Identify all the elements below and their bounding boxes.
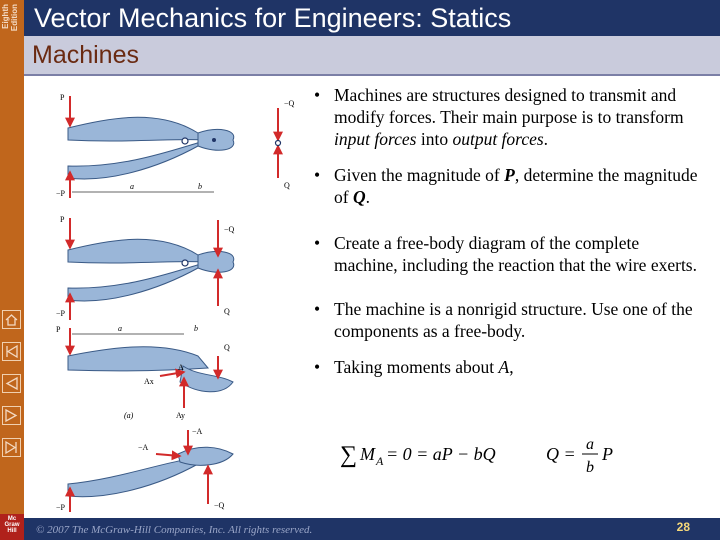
label-A-3: A — [178, 363, 184, 372]
eq-Q: Q = — [546, 444, 576, 464]
eq-den: b — [586, 459, 594, 476]
label-b-3: b — [194, 324, 198, 333]
label-Q-3: Q — [224, 343, 230, 352]
bullet-4-text: The machine is a nonrigid structure. Use one of the components as a free-body. — [334, 299, 693, 341]
eq-P: P — [602, 444, 613, 464]
figure-caption: (a) — [124, 411, 134, 420]
eq-sub-A: A — [376, 454, 384, 468]
label-negA-4: −A — [138, 443, 149, 452]
eq-left: = 0 = aP − bQ — [386, 444, 496, 464]
bullet-1-text-a: Machines are structures designed to transmit and modify forces. Their main purpose is to transform — [334, 85, 684, 127]
label-negQ-4: −Q — [214, 501, 225, 510]
label-Q-1: Q — [284, 181, 290, 190]
pliers-diagram-1 — [56, 93, 295, 198]
section-title: Machines — [32, 41, 139, 69]
bullet-list — [312, 84, 702, 378]
bullet-2-text-b: , determine the magnitude of — [334, 165, 698, 207]
pliers-figure — [48, 88, 298, 513]
label-b-1: b — [198, 182, 202, 191]
page-title: Vector Mechanics for Engineers: Statics — [34, 3, 512, 33]
label-negP-4: −P — [56, 503, 65, 512]
home-icon — [4, 312, 19, 327]
next-slide-button[interactable] — [2, 406, 21, 425]
page-number: 28 — [676, 520, 690, 534]
section-bar — [24, 36, 720, 76]
home-button[interactable] — [2, 310, 21, 329]
edition-line2: Edition — [10, 4, 19, 32]
header-bar — [24, 0, 720, 36]
label-P-2: P — [60, 215, 65, 224]
copyright: © 2007 The McGraw-Hill Companies, Inc. All rights reserved. — [36, 524, 313, 536]
eq-sum-symbol: ∑ — [340, 442, 358, 468]
first-slide-button[interactable] — [2, 342, 21, 361]
label-Ay-3: Ay — [176, 411, 186, 420]
bullet-2-text-a: Given the magnitude of — [334, 165, 505, 185]
pliers-diagram-3 — [56, 324, 233, 420]
bullet-5-A: A — [498, 357, 510, 377]
label-negP-2: −P — [56, 309, 65, 318]
bullet-1-text-c: . — [543, 129, 549, 149]
mcgraw-hill-logo — [0, 514, 24, 540]
logo-line1: Mc — [7, 516, 17, 522]
bullet-2-P: P — [504, 165, 515, 185]
edition-line1: Eighth — [1, 4, 10, 29]
bullet-3 — [312, 232, 702, 276]
bullet-4 — [312, 298, 702, 342]
label-negAy-4: −A — [192, 427, 203, 436]
eq-num: a — [586, 436, 594, 453]
bullet-2-text-c: . — [365, 187, 370, 207]
pliers-diagram-2 — [56, 215, 235, 320]
label-negQ-1: −Q — [284, 99, 295, 108]
first-slide-icon — [4, 344, 19, 359]
last-slide-icon — [4, 440, 19, 455]
bullet-5-text-a: Taking moments about — [334, 357, 499, 377]
label-P-3: P — [56, 325, 61, 334]
bullet-1-output-forces: output forces — [452, 129, 544, 149]
logo-line2: Graw — [4, 522, 20, 528]
pliers-diagram-4 — [56, 427, 233, 512]
bullet-1-input-forces: input forces — [334, 129, 417, 149]
eq-M: M — [360, 444, 375, 464]
bullet-2 — [312, 164, 702, 208]
logo-line3: Hill — [7, 528, 17, 534]
label-Ax-3: Ax — [144, 377, 154, 386]
moment-equation — [338, 432, 628, 478]
label-a-3: a — [118, 324, 122, 333]
bullet-5-text-b: , — [509, 357, 514, 377]
bullet-1 — [312, 84, 702, 150]
prev-slide-icon — [4, 376, 19, 391]
label-negQ-2: −Q — [224, 225, 235, 234]
label-a-1: a — [130, 182, 134, 191]
bullet-2-Q: Q — [352, 187, 366, 207]
footer-bar — [24, 518, 720, 540]
label-Q-2: Q — [224, 307, 230, 316]
next-slide-icon — [4, 408, 19, 423]
last-slide-button[interactable] — [2, 438, 21, 457]
bullet-5 — [312, 356, 702, 378]
label-P-1: P — [60, 93, 65, 102]
edition-badge — [0, 0, 24, 44]
left-sidebar — [0, 0, 24, 540]
bullet-3-text: Create a free-body diagram of the complete machine, including the reaction that the wire exerts. — [334, 233, 697, 275]
prev-slide-button[interactable] — [2, 374, 21, 393]
bullet-1-text-b: into — [416, 129, 453, 149]
label-negP-1: −P — [56, 189, 65, 198]
